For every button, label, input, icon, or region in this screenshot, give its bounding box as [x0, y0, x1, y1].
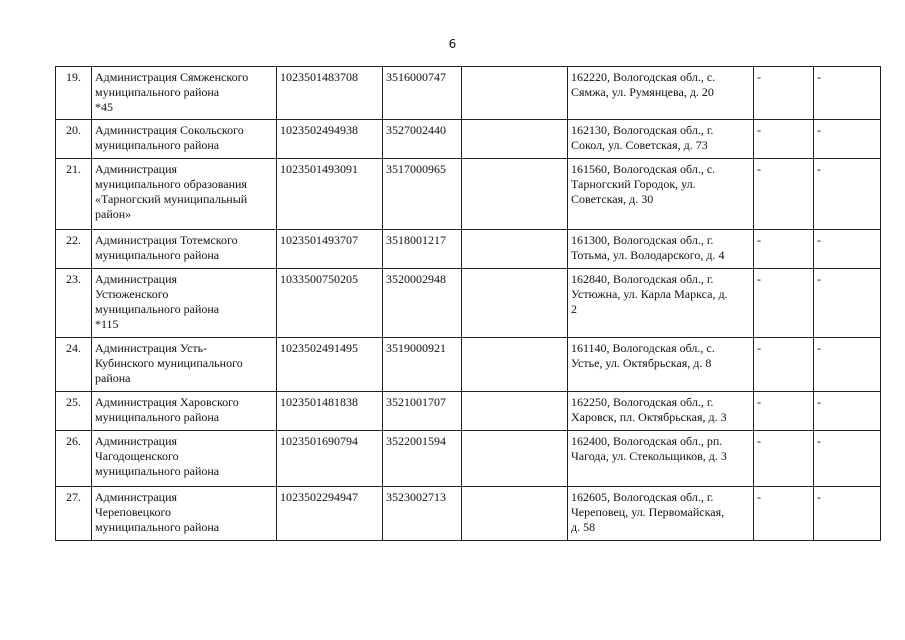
- dash-cell-a: -: [754, 487, 814, 541]
- table-row: [56, 230, 881, 269]
- ogrn-cell: 1033500750205: [277, 269, 383, 338]
- address-cell: 162130, Вологодская обл., г. Сокол, ул. Советская, д. 73: [568, 120, 754, 159]
- empty-cell: [462, 269, 568, 338]
- inn-cell: 3516000747: [383, 67, 462, 120]
- inn-cell: 3523002713: [383, 487, 462, 541]
- ogrn-cell: 1023501483708: [277, 67, 383, 120]
- table-row: [56, 120, 881, 159]
- inn-cell: 3520002948: [383, 269, 462, 338]
- address-cell: 161300, Вологодская обл., г. Тотьма, ул. Володарского, д. 4: [568, 230, 754, 269]
- dash-cell-a: -: [754, 338, 814, 392]
- table-row: [56, 159, 881, 230]
- dash-cell-a: -: [754, 230, 814, 269]
- dash-cell-a: -: [754, 269, 814, 338]
- organization-name: Администрация Харовского муниципального района: [92, 392, 277, 431]
- inn-cell: 3517000965: [383, 159, 462, 230]
- ogrn-cell: 1023502494938: [277, 120, 383, 159]
- address-cell: 161560, Вологодская обл., с. Тарногский Городок, ул. Советская, д. 30: [568, 159, 754, 230]
- empty-cell: [462, 67, 568, 120]
- row-number: 23.: [56, 269, 92, 338]
- dash-cell-b: -: [814, 159, 881, 230]
- address-cell: 162220, Вологодская обл., с. Сямжа, ул. Румянцева, д. 20: [568, 67, 754, 120]
- ogrn-cell: 1023501493707: [277, 230, 383, 269]
- address-cell: 161140, Вологодская обл., с. Устье, ул. Октябрьская, д. 8: [568, 338, 754, 392]
- inn-cell: 3518001217: [383, 230, 462, 269]
- empty-cell: [462, 392, 568, 431]
- row-number: 20.: [56, 120, 92, 159]
- row-number: 22.: [56, 230, 92, 269]
- ogrn-cell: 1023502294947: [277, 487, 383, 541]
- table-row: [56, 392, 881, 431]
- table-row: [56, 269, 881, 338]
- table-row: [56, 338, 881, 392]
- row-number: 26.: [56, 431, 92, 487]
- organization-name: Администрация Тотемского муниципального района: [92, 230, 277, 269]
- dash-cell-b: -: [814, 269, 881, 338]
- empty-cell: [462, 159, 568, 230]
- organization-name: Администрация Устюженского муниципального района *115: [92, 269, 277, 338]
- ogrn-cell: 1023501493091: [277, 159, 383, 230]
- dash-cell-b: -: [814, 487, 881, 541]
- organization-name: Администрация Сокольского муниципального района: [92, 120, 277, 159]
- dash-cell-b: -: [814, 338, 881, 392]
- address-cell: 162840, Вологодская обл., г. Устюжна, ул. Карла Маркса, д. 2: [568, 269, 754, 338]
- organization-name: Администрация Сямженского муниципального района *45: [92, 67, 277, 120]
- organization-name: Администрация Чагодощенского муниципального района: [92, 431, 277, 487]
- table-row: [56, 431, 881, 487]
- dash-cell-b: -: [814, 120, 881, 159]
- dash-cell-a: -: [754, 431, 814, 487]
- ogrn-cell: 1023501690794: [277, 431, 383, 487]
- empty-cell: [462, 230, 568, 269]
- table-row: [56, 487, 881, 541]
- empty-cell: [462, 487, 568, 541]
- page-number: 6: [448, 37, 457, 51]
- inn-cell: 3521001707: [383, 392, 462, 431]
- row-number: 27.: [56, 487, 92, 541]
- ogrn-cell: 1023501481838: [277, 392, 383, 431]
- row-number: 19.: [56, 67, 92, 120]
- address-cell: 162605, Вологодская обл., г. Череповец, ул. Первомайская, д. 58: [568, 487, 754, 541]
- registry-table: [55, 66, 881, 541]
- inn-cell: 3527002440: [383, 120, 462, 159]
- address-cell: 162250, Вологодская обл., г. Харовск, пл. Октябрьская, д. 3: [568, 392, 754, 431]
- dash-cell-b: -: [814, 392, 881, 431]
- dash-cell-a: -: [754, 120, 814, 159]
- row-number: 24.: [56, 338, 92, 392]
- row-number: 25.: [56, 392, 92, 431]
- inn-cell: 3519000921: [383, 338, 462, 392]
- dash-cell-b: -: [814, 431, 881, 487]
- organization-name: Администрация муниципального образования «Тарногский муниципальный район»: [92, 159, 277, 230]
- dash-cell-b: -: [814, 67, 881, 120]
- organization-name: Администрация Череповецкого муниципального района: [92, 487, 277, 541]
- dash-cell-a: -: [754, 159, 814, 230]
- ogrn-cell: 1023502491495: [277, 338, 383, 392]
- empty-cell: [462, 431, 568, 487]
- empty-cell: [462, 120, 568, 159]
- address-cell: 162400, Вологодская обл., рп. Чагода, ул. Стекольщиков, д. 3: [568, 431, 754, 487]
- dash-cell-a: -: [754, 67, 814, 120]
- dash-cell-a: -: [754, 392, 814, 431]
- row-number: 21.: [56, 159, 92, 230]
- empty-cell: [462, 338, 568, 392]
- dash-cell-b: -: [814, 230, 881, 269]
- table-row: [56, 67, 881, 120]
- organization-name: Администрация Усть- Кубинского муниципального района: [92, 338, 277, 392]
- inn-cell: 3522001594: [383, 431, 462, 487]
